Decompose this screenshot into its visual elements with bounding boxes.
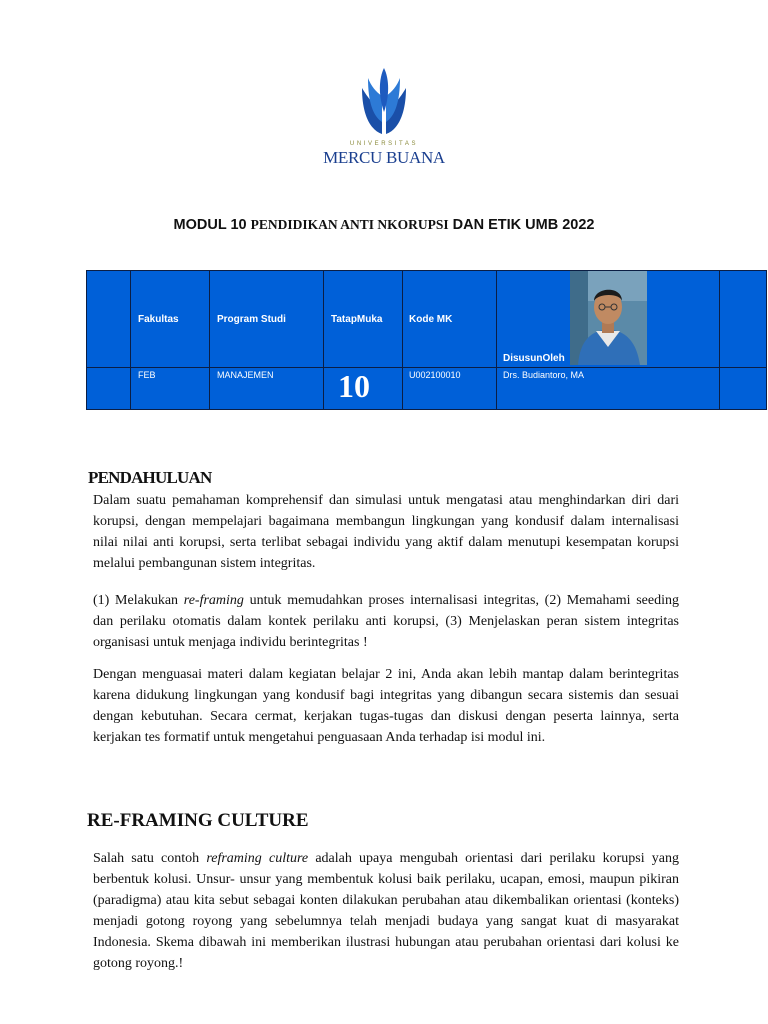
label-kode-mk: Kode MK xyxy=(409,314,453,325)
label-program-studi: Program Studi xyxy=(217,314,286,325)
value-program-studi: MANAJEMEN xyxy=(217,370,274,380)
table-divider xyxy=(130,271,131,409)
mercu-buana-emblem-icon xyxy=(360,68,408,138)
page-title xyxy=(0,217,768,233)
intro-p2-text-b: untuk memudahkan proses internalisasi integritas, (2) Memahami seeding dan perilaku otomatis dalam kontek perilaku anti korupsi, (3) Menjelaskan peran sistem integritas organisasi untuk menjaga individu berintegritas ! xyxy=(93,593,679,650)
value-disusun-oleh: Drs. Budiantoro, MA xyxy=(503,370,585,380)
label-disusun-oleh: DisusunOleh xyxy=(503,353,565,364)
reframe-p1-emphasis: reframing culture xyxy=(206,851,309,866)
table-row-divider xyxy=(87,367,766,368)
table-divider xyxy=(209,271,210,409)
title-part-3: DAN ETIK UMB 2022 xyxy=(448,217,595,233)
university-logo xyxy=(316,64,452,170)
section-heading-pendahuluan: PENDAHULUAN xyxy=(88,468,212,487)
title-part-1: MODUL 10 xyxy=(173,217,251,233)
label-tatap-muka: TatapMuka xyxy=(331,314,383,325)
reframe-paragraph-1 xyxy=(93,848,679,974)
intro-p2-emphasis: re-framing xyxy=(183,593,244,608)
label-fakultas: Fakultas xyxy=(138,314,179,325)
author-portrait-icon xyxy=(570,271,647,365)
value-fakultas: FEB xyxy=(138,370,156,380)
intro-paragraph-3: Dengan menguasai materi dalam kegiatan belajar 2 ini, Anda akan lebih mantap dalam berintegritas karena didukung lingkungan yang kondusif bagi integritas yang dibangun secara sistemis dan sesuai dengan kebutuhan. Secara cermat, kerjakan tugas-tugas dan diskusi dengan peserta lainnya, serta kerjakan tes formatif untuk mengetahui penguasaan Anda terhadap isi modul ini. xyxy=(93,667,679,745)
table-divider xyxy=(323,271,324,409)
module-info-table xyxy=(86,270,767,410)
value-tatap-muka: 10 xyxy=(338,368,370,404)
intro-paragraph-2 xyxy=(93,590,679,653)
table-divider xyxy=(719,271,720,409)
logo-name: MERCU BUANA xyxy=(323,148,445,167)
table-divider xyxy=(402,271,403,409)
author-photo xyxy=(570,271,647,365)
intro-paragraph-1: Dalam suatu pemahaman komprehensif dan simulasi untuk mengatasi atau menghindarkan diri dari korupsi, dengan mempelajari bagaimana membangun lingkungan yang kondusif dalam internalisasi nilai nilai anti korupsi, serta terlibat sebagai individu yang aktif dalam menutupi kesempatan korupsi melalui pembangunan sistem integritas. xyxy=(93,493,679,571)
logo-university-label: UNIVERSITAS xyxy=(349,141,419,147)
value-kode-mk: U002100010 xyxy=(409,370,461,380)
reframe-p1-text-a: Salah satu contoh xyxy=(93,851,207,866)
reframe-p1-text-b: adalah upaya mengubah orientasi dari perilaku korupsi yang berbentuk kolusi. Unsur- unsur yang membentuk kolusi baik perilaku, ucapan, emosi, maupun pikiran (paradigma) atau kita sebut sebagai konten dilakukan perubahan atau dikembalikan orientasi (konteks) menjadi gotong royong yang sebelumnya telah menjadi budaya yang sangat kuat di masyarakat Indonesia. Skema dibawah ini memberikan ilustrasi hubungan atau perubahan orientasi dari kolusi ke gotong royong.! xyxy=(93,851,679,971)
table-divider xyxy=(496,271,497,409)
intro-p2-text-a: (1) Melakukan xyxy=(93,593,184,608)
section-heading-reframing-culture: RE-FRAMING CULTURE xyxy=(87,810,309,831)
title-part-2: PENDIDIKAN ANTI NKORUPSI xyxy=(250,217,449,232)
